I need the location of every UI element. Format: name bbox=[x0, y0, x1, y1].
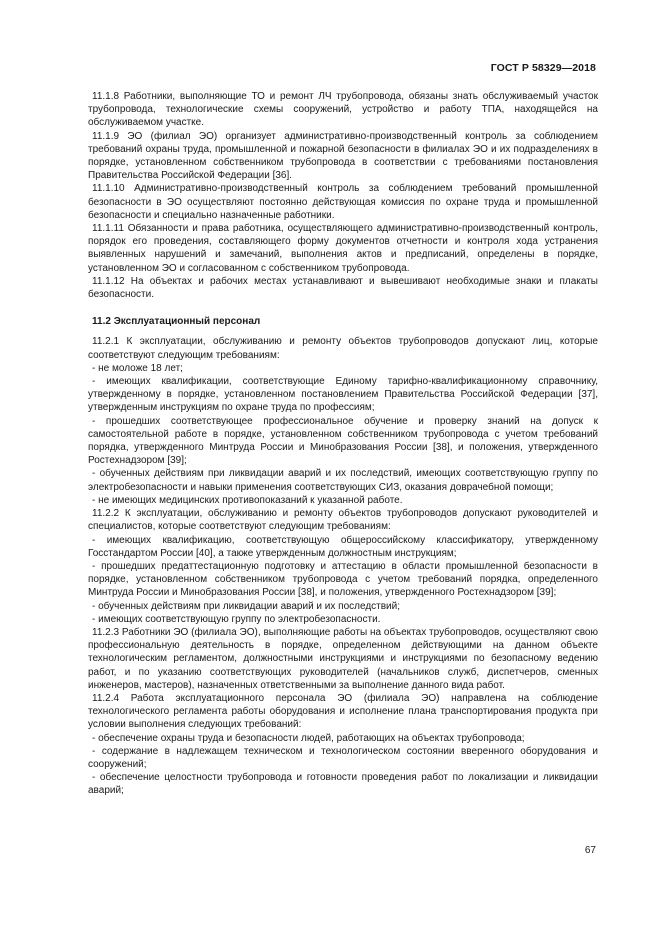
list-item: - имеющих соответствующую группу по электробезопасности. bbox=[92, 613, 381, 625]
list-item: - не моложе 18 лет; bbox=[92, 362, 183, 374]
paragraph-11-1-9: 11.1.9 ЭО (филиал ЭО) организует административно-производственный контроль за соблюдением требований охраны труда, промышленной и пожарной безопасности в филиалах ЭО и их подразделениях в порядке, установленном собственником трубопровода в соответствии с требованиями постановления Правительства Российской Федерации [36]. bbox=[88, 130, 598, 182]
list-item: - обученных действиям при ликвидации аварий и их последствий, имеющих соответствующую группу по электробезопасности и навыки применения соответствующих СИЗ, оказания доврачебной помощи; bbox=[88, 468, 598, 493]
paragraph-11-2-1: 11.2.1 К эксплуатации, обслуживанию и ремонту объектов трубопроводов допускают лиц, которые соответствуют следующим требованиям: bbox=[88, 336, 598, 361]
list-item: - обеспечение охраны труда и безопасности людей, работающих на объектах трубопровода; bbox=[92, 732, 525, 744]
paragraph-11-2-3: 11.2.3 Работники ЭО (филиала ЭО), выполняющие работы на объектах трубопроводов, осуществляют свою профессиональную деятельность в порядке, определенном действующими на данном объекте технологическим регламентом, должностными инструкциями и инструкциями по безопасному ведению работ, и по указанию соответствующих руководителей (начальников служб, диспетчеров, сменных инженеров, мастеров), назначенных ответственными за выполнение данного вида работ. bbox=[88, 626, 598, 691]
list-item: - прошедших предаттестационную подготовку и аттестацию в области промышленной безопасности в порядке, установленном собственником трубопровода с учетом требований порядка, определенного Минтруда России и Минобразования России [38], и положения, утвержденного Ростехнадзором [39]; bbox=[88, 560, 598, 599]
list-item: - обученных действиям при ликвидации аварий и их последствий; bbox=[92, 600, 400, 612]
list-item: - имеющих квалификацию, соответствующую общероссийскому классификатору, утвержденному Госстандартом России [40], а также утвержденным должностным инструкциям; bbox=[88, 534, 598, 559]
paragraph-11-2-4: 11.2.4 Работа эксплуатационного персонала ЭО (филиала ЭО) направлена на соблюдение технологического регламента работы оборудования и исполнение плана транспортирования продукта при условии выполнения следующих требований: bbox=[88, 692, 598, 731]
document-standard-header: ГОСТ Р 58329—2018 bbox=[490, 62, 596, 74]
paragraph-11-2-2: 11.2.2 К эксплуатации, обслуживанию и ремонту объектов трубопроводов допускают руководителей и специалистов, которые соответствуют следующим требованиям: bbox=[88, 508, 598, 533]
paragraph-11-1-8: 11.1.8 Работники, выполняющие ТО и ремонт ЛЧ трубопровода, обязаны знать обслуживаемый участок трубопровода, технологические схемы сооружений, устройство и работу ТПА, находящейся на обслуживаемом участке. bbox=[88, 91, 598, 129]
page-number: 67 bbox=[584, 845, 596, 856]
list-item: - не имеющих медицинских противопоказаний к указанной работе. bbox=[92, 494, 403, 506]
paragraph-11-1-12: 11.1.12 На объектах и рабочих местах устанавливают и вывешивают необходимые знаки и плакаты безопасности. bbox=[88, 275, 598, 301]
document-body bbox=[88, 90, 598, 798]
list-item: - содержание в надлежащем техническом и технологическом состоянии вверенного оборудования и сооружений; bbox=[88, 745, 598, 770]
list-item: - прошедших соответствующее профессиональное обучение и проверку знаний на допуск к самостоятельной работе в порядке, установленном собственником трубопровода с учетом требований порядка, утвержденного Минтруда России и Минобразования России [38], и положения, утвержденного Ростехнадзором [39]; bbox=[88, 415, 598, 467]
list-item: - имеющих квалификации, соответствующие Единому тарифно-квалификационному справочнику, утвержденному в порядке, установленном постановлением Правительства Российской Федерации [37], утвержденным инструкциям по охране труда по профессиям; bbox=[88, 376, 598, 414]
paragraph-11-1-10: 11.1.10 Административно-производственный контроль за соблюдением требований промышленной безопасности в ЭО осуществляют постоянно действующая комиссия по охране труда и промышленной безопасности и специально назначенные работники. bbox=[88, 183, 598, 221]
section-heading-11-2: 11.2 Эксплуатационный персонал bbox=[92, 316, 261, 328]
paragraph-11-1-11: 11.1.11 Обязанности и права работника, осуществляющего административно-производственный контроль, порядок его проведения, составляющего форму документов отчетности и контроля хода устранения выявленных нарушений и замечаний, выполнения актов и предписаний, определены в порядке, установленном ЭО и согласованном с собственником трубопровода. bbox=[88, 223, 598, 274]
list-item: - обеспечение целостности трубопровода и готовности проведения работ по локализации и ликвидации аварий; bbox=[88, 772, 598, 797]
